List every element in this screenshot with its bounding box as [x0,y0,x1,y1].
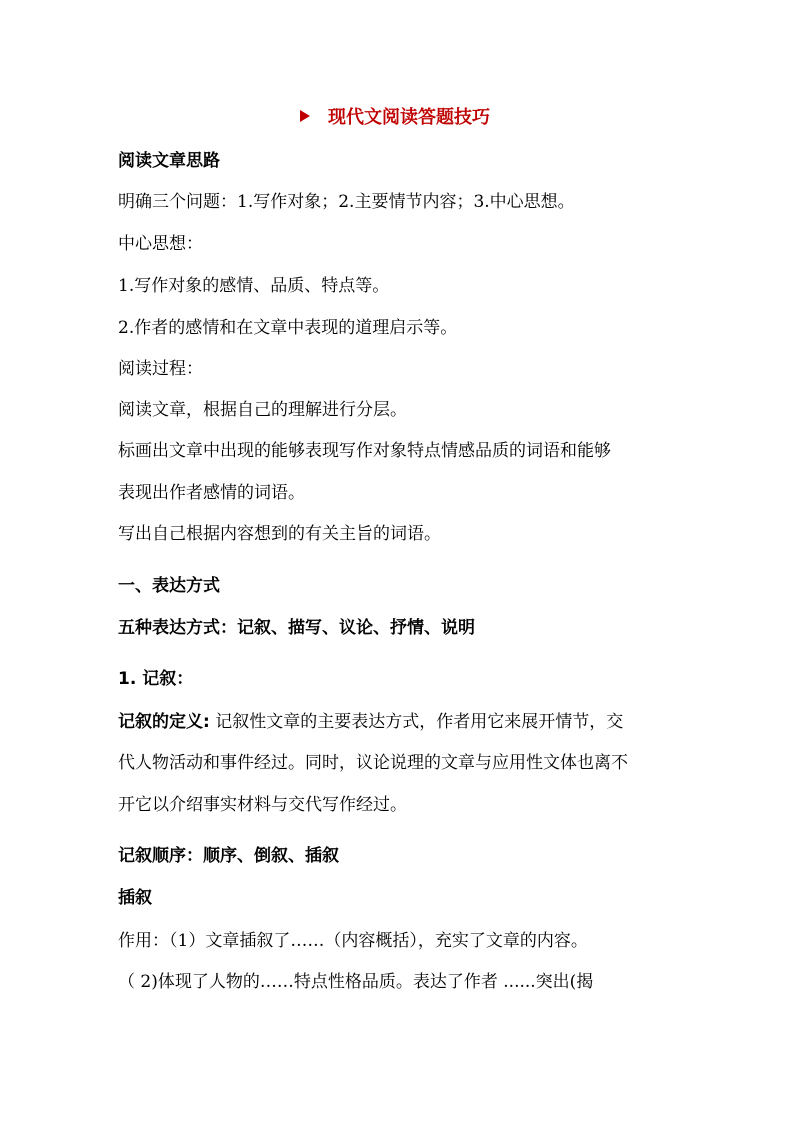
line-three-questions: 明确三个问题：1.写作对象；2.主要情节内容；3.中心思想。 [118,192,575,212]
heading-interpolation: 插叙 [118,888,152,908]
line-process-2b: 表现出作者感情的词语。 [118,483,305,503]
heading-five-modes: 五种表达方式：记叙、描写、议论、抒情、说明 [118,618,475,638]
heading-expression: 一、表达方式 [118,576,220,596]
title-text: 现代文阅读答题技巧 [328,107,490,128]
document-title [300,106,490,130]
line-effect-1: 作用：（1）文章插叙了……（内容概括），充实了文章的内容。 [118,931,588,951]
arrow-bullet-icon [300,110,310,122]
label-central-idea: 中心思想： [118,234,203,254]
line-process-2a: 标画出文章中出现的能够表现写作对象特点情感品质的词语和能够 [118,441,611,461]
narration-def-text-a: 记叙性文章的主要表达方式，作者用它来展开情节，交 [209,712,624,732]
narration-definition-line-1 [118,711,623,733]
line-process-3: 写出自己根据内容想到的有关主旨的词语。 [118,524,441,544]
narration-definition-line-2: 代人物活动和事件经过。同时，议论说理的文章与应用性文体也离不 [118,753,628,773]
line-effect-2: （ 2)体现了人物的……特点性格品质。表达了作者 ......突出(揭 [118,972,594,992]
heading-reading-approach: 阅读文章思路 [118,151,220,171]
heading-narration: 1. 记叙： [118,669,194,689]
label-reading-process: 阅读过程： [118,359,203,379]
narration-def-label: 记叙的定义: [118,712,210,732]
narration-definition-line-3: 开它以介绍事实材料与交代写作经过。 [118,795,407,815]
heading-narration-order: 记叙顺序：顺序、倒叙、插叙 [118,846,339,866]
line-central-2: 2.作者的感情和在文章中表现的道理启示等。 [118,318,458,338]
line-process-1: 阅读文章，根据自己的理解进行分层。 [118,400,407,420]
line-central-1: 1.写作对象的感情、品质、特点等。 [118,276,390,296]
